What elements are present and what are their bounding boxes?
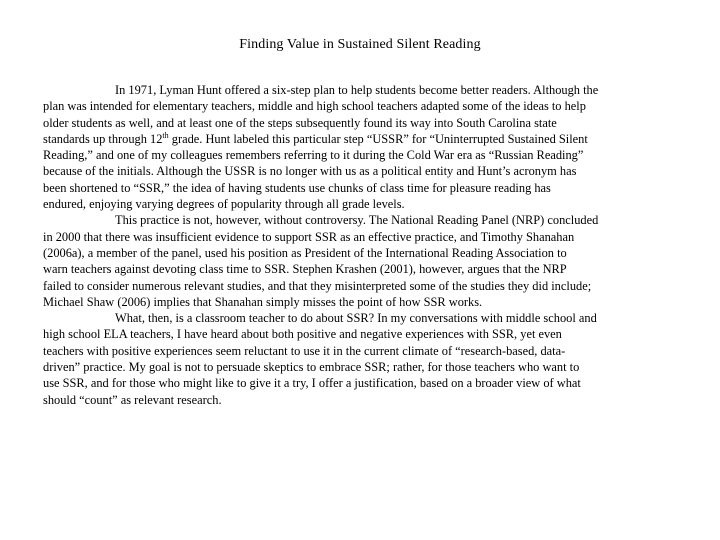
line-text-after: grade. Hunt labeled this particular step “USSR” for “Uninterrupted Sustained Silent — [168, 131, 588, 146]
body-line: because of the initials. Although the USSR is no longer with us as a political entity and Hunt’s acronym has — [43, 164, 577, 179]
body-line: plan was intended for elementary teachers, middle and high school teachers adapted some of the ideas to help — [43, 99, 586, 114]
body-line: driven” practice. My goal is not to persuade skeptics to embrace SSR; rather, for those teachers who want to — [43, 360, 580, 375]
body-line: Reading,” and one of my colleagues remembers referring to it during the Cold War era as “Russian Reading” — [43, 148, 584, 163]
body-line — [43, 310, 673, 326]
body-line: older students as well, and at least one of the steps subsequently found its way into South Carolina state — [43, 115, 557, 130]
body-line: should “count” as relevant research. — [43, 392, 222, 407]
body-line: been shortened to “SSR,” the idea of having students use chunks of class time for pleasure reading has — [43, 180, 551, 195]
body-line: failed to consider numerous relevant studies, and that they misinterpreted some of the studies they did include; — [43, 278, 592, 293]
body-line — [43, 212, 673, 228]
body-line: endured, enjoying varying degrees of popularity through all grade levels. — [43, 197, 405, 212]
document-body — [43, 82, 673, 408]
body-line: warn teachers against devoting class time to SSR. Stephen Krashen (2001), however, argues that the NRP — [43, 262, 567, 277]
line-text: What, then, is a classroom teacher to do about SSR? In my conversations with middle school and — [115, 311, 597, 326]
line-text-before: standards up through 12 — [43, 131, 163, 146]
line-text: This practice is not, however, without controversy. The National Reading Panel (NRP) concluded — [115, 213, 599, 228]
body-line: teachers with positive experiences seem reluctant to use it in the current climate of “research-based, data- — [43, 343, 566, 358]
superscript-ordinal: th — [162, 130, 169, 140]
body-line: Michael Shaw (2006) implies that Shanahan simply misses the point of how SSR works. — [43, 294, 483, 309]
body-line: (2006a), a member of the panel, used his position as President of the International Reading Association to — [43, 245, 567, 260]
body-line: high school ELA teachers, I have heard about both positive and negative experiences with SSR, yet even — [43, 327, 562, 342]
body-line — [43, 131, 673, 147]
body-line: in 2000 that there was insufficient evidence to support SSR as an effective practice, and Timothy Shanahan — [43, 229, 575, 244]
document-title: Finding Value in Sustained Silent Reading — [239, 37, 481, 52]
body-line — [43, 82, 673, 98]
body-line: use SSR, and for those who might like to give it a try, I offer a justification, based on a broader view of what — [43, 376, 581, 391]
line-text: In 1971, Lyman Hunt offered a six-step plan to help students become better readers. Although the — [115, 83, 599, 97]
